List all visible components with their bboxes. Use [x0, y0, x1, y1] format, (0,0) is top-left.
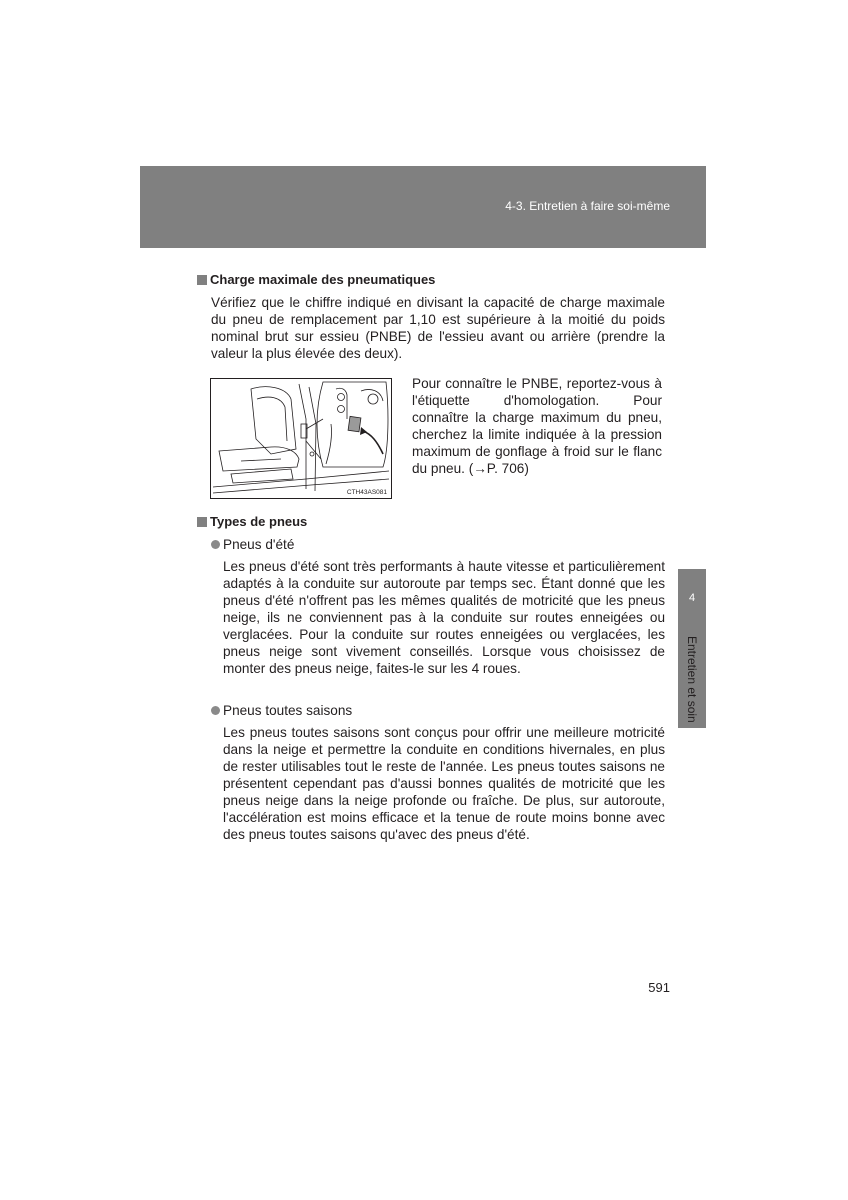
page-number: 591	[648, 980, 670, 995]
subsection-title-text: Pneus d'été	[223, 537, 295, 552]
charge-paragraph: Vérifiez que le chiffre indiqué en divisant la capacité de charge maximale du pneu de remplacement par 1,10 est supérieure à la moitié du poids nominal brut sur essieu (PNBE) de l'essieu avant ou arrière (prendre la valeur la plus élevée des deux).	[211, 295, 665, 361]
chapter-number: 4	[688, 592, 696, 604]
header-band	[140, 166, 706, 248]
ete-paragraph: Les pneus d'été sont très performants à haute vitesse et particulièrement adaptés à la conduite sur autoroute par temps sec. Étant donné que les pneus d'été n'offrent pas les mêmes qualités de motricité que les pneus neige, ils ne conviennent pas à la conduite sur routes enneigées ou verglacées. Pour la conduite sur routes enneigées ou verglacées, les pneus neige sont vivement conseillés. Lorsque vous choisissez de monter des pneus neige, faites-le sur les 4 roues.	[223, 559, 665, 676]
chapter-label: Entretien et soin	[685, 636, 699, 723]
square-bullet-icon	[197, 275, 207, 285]
car-door-drawing-icon	[211, 379, 391, 498]
toutes-saisons-paragraph: Les pneus toutes saisons sont conçus pour offrir une meilleure motricité dans la neige et permettre la conduite en conditions hivernales, en plus de rester utilisables tout le reste de l'année. Les pneus toutes saisons ne présentent cependant pas d'aussi bonnes qualités de motricité que les pneus neige dans la neige profonde ou fraîche. De plus, sur autoroute, l'accélération est moins efficace et la tenue de route moins bonne avec des pneus toutes saisons qu'avec des pneus d'été.	[223, 725, 665, 842]
circle-bullet-icon	[211, 706, 220, 715]
square-bullet-icon	[197, 517, 207, 527]
section-header-title: 4-3. Entretien à faire soi-même	[505, 199, 670, 213]
section-title-types	[197, 514, 307, 530]
subsection-title-ete	[211, 536, 294, 553]
section-title-text: Charge maximale des pneumatiques	[210, 272, 436, 287]
door-label-illustration	[210, 378, 392, 499]
subsection-title-toutes-saisons	[211, 702, 352, 719]
figure-caption-paragraph: Pour connaître le PNBE, reportez-vous à l'étiquette d'homologation. Pour connaître la charge maximum du pneu, cherchez la limite indiquée à la pression maximum de gonflage à froid sur le flanc du pneu. (→P. 706)	[412, 376, 662, 476]
circle-bullet-icon	[211, 540, 220, 549]
figure-code: CTH43AS081	[346, 489, 387, 496]
section-title-text: Types de pneus	[210, 514, 308, 529]
subsection-title-text: Pneus toutes saisons	[223, 703, 353, 718]
section-title-charge	[197, 272, 435, 288]
